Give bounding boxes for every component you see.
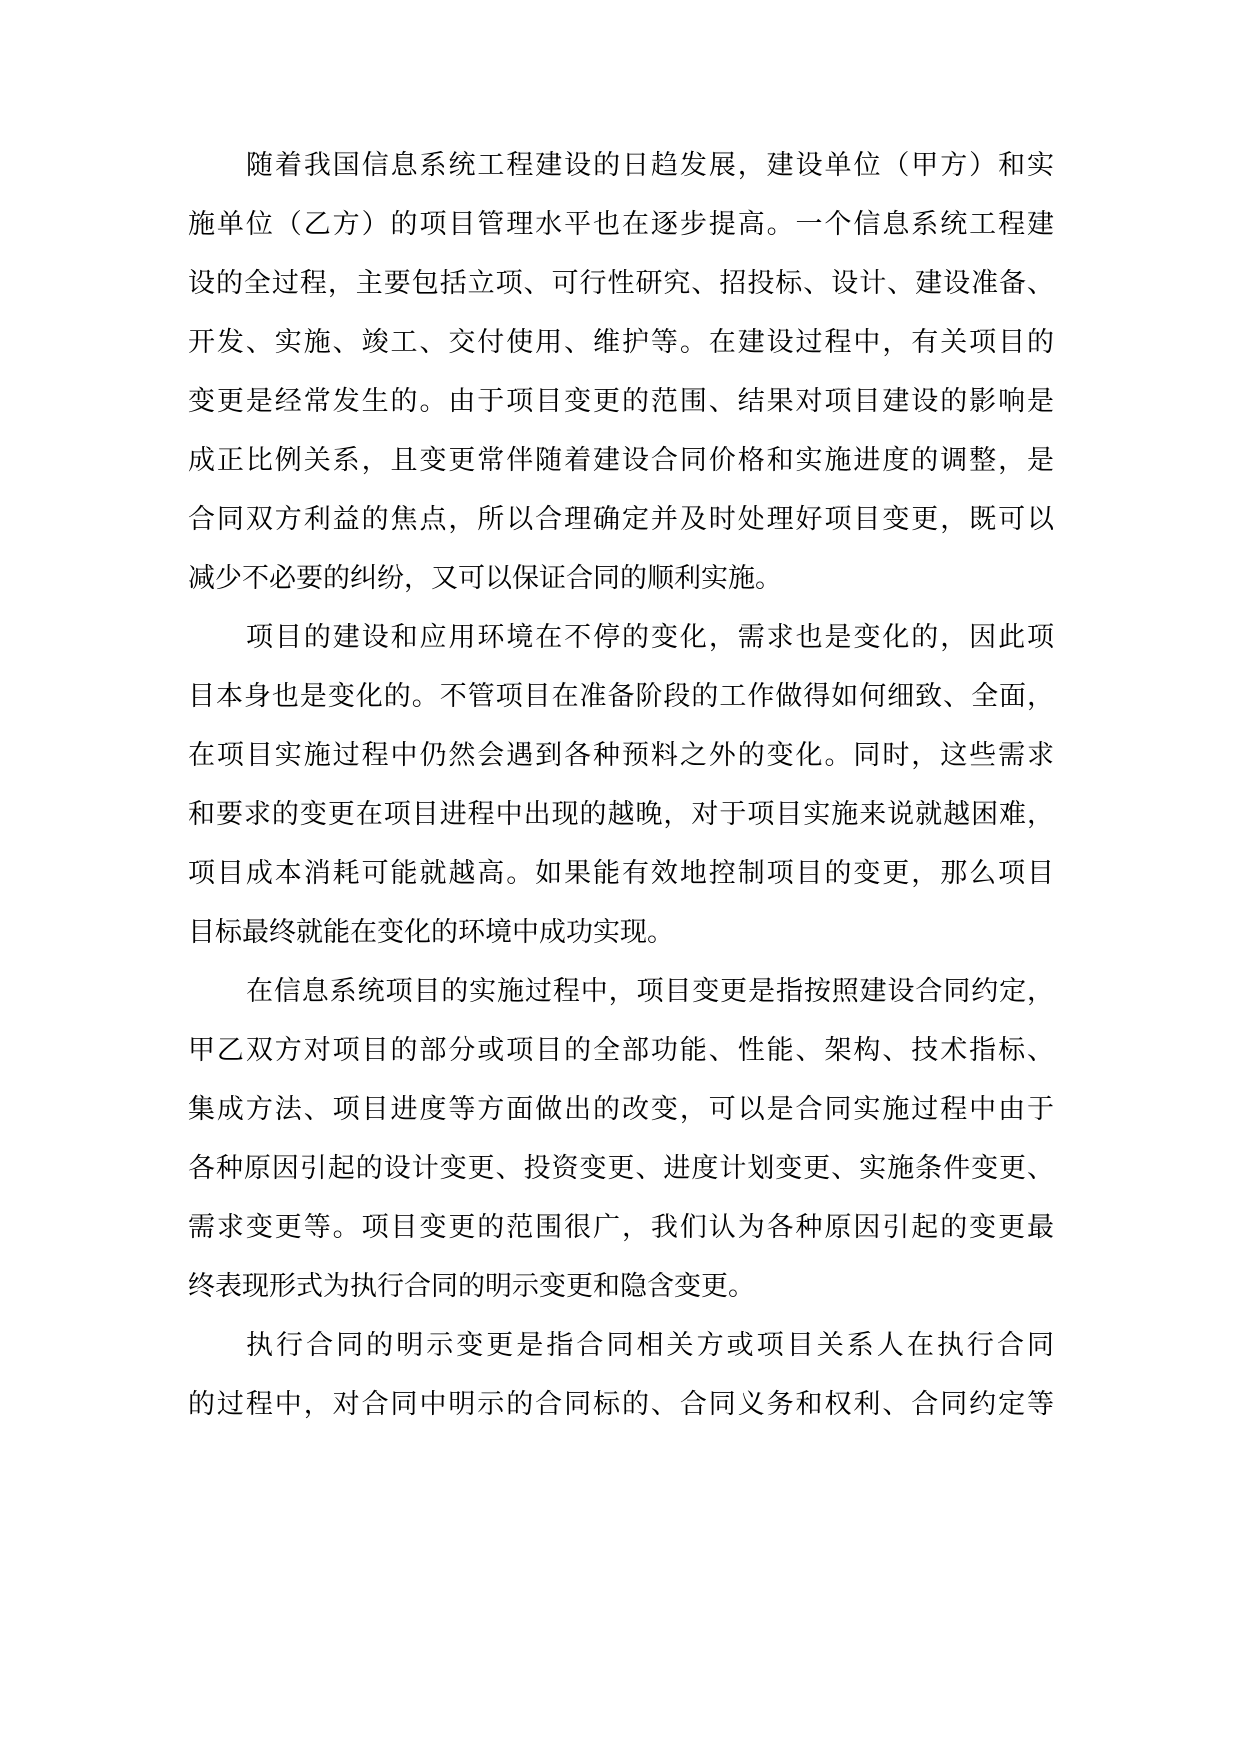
paragraph-3-line-1: 在信息系统项目的实施过程中，项目变更是指按照建设合同约定， <box>246 976 1054 1007</box>
paragraph-2-line-1: 项目的建设和应用环境在不停的变化，需求也是变化的，因此项 <box>246 622 1054 653</box>
paragraph-1-line-4: 开发、实施、竣工、交付使用、维护等。在建设过程中，有关项目的 <box>188 327 1054 358</box>
paragraph-3-line-2: 甲乙双方对项目的部分或项目的全部功能、性能、架构、技术指标、 <box>188 1035 1054 1066</box>
paragraph-4-line-1: 执行合同的明示变更是指合同相关方或项目关系人在执行合同 <box>246 1330 1054 1361</box>
paragraph-2-line-4: 和要求的变更在项目进程中出现的越晚，对于项目实施来说就越困难， <box>188 799 1054 830</box>
paragraph-3-line-6: 终表现形式为执行合同的明示变更和隐含变更。 <box>188 1271 755 1302</box>
paragraph-3-line-4: 各种原因引起的设计变更、投资变更、进度计划变更、实施条件变更、 <box>188 1153 1054 1184</box>
paragraph-1-line-5: 变更是经常发生的。由于项目变更的范围、结果对项目建设的影响是 <box>188 386 1054 417</box>
paragraph-1-line-3: 设的全过程，主要包括立项、可行性研究、招投标、设计、建设准备、 <box>188 268 1054 299</box>
paragraph-2-line-2: 目本身也是变化的。不管项目在准备阶段的工作做得如何细致、全面， <box>188 681 1054 712</box>
paragraph-1-line-2: 施单位（乙方）的项目管理水平也在逐步提高。一个信息系统工程建 <box>188 209 1054 240</box>
paragraph-1-line-8: 减少不必要的纠纷，又可以保证合同的顺利实施。 <box>188 563 782 594</box>
paragraph-2-line-5: 项目成本消耗可能就越高。如果能有效地控制项目的变更，那么项目 <box>188 858 1054 889</box>
paragraph-1-line-1: 随着我国信息系统工程建设的日趋发展，建设单位（甲方）和实 <box>246 150 1054 181</box>
paragraph-1-line-6: 成正比例关系，且变更常伴随着建设合同价格和实施进度的调整，是 <box>188 445 1054 476</box>
paragraph-4-line-2: 的过程中，对合同中明示的合同标的、合同义务和权利、合同约定等 <box>188 1389 1054 1420</box>
paragraph-1-line-7: 合同双方利益的焦点，所以合理确定并及时处理好项目变更，既可以 <box>188 504 1054 535</box>
paragraph-2-line-3: 在项目实施过程中仍然会遇到各种预料之外的变化。同时，这些需求 <box>188 740 1054 771</box>
paragraph-3-line-3: 集成方法、项目进度等方面做出的改变，可以是合同实施过程中由于 <box>188 1094 1054 1125</box>
paragraph-2-line-6: 目标最终就能在变化的环境中成功实现。 <box>188 917 674 948</box>
paragraph-3-line-5: 需求变更等。项目变更的范围很广，我们认为各种原因引起的变更最 <box>188 1212 1054 1243</box>
